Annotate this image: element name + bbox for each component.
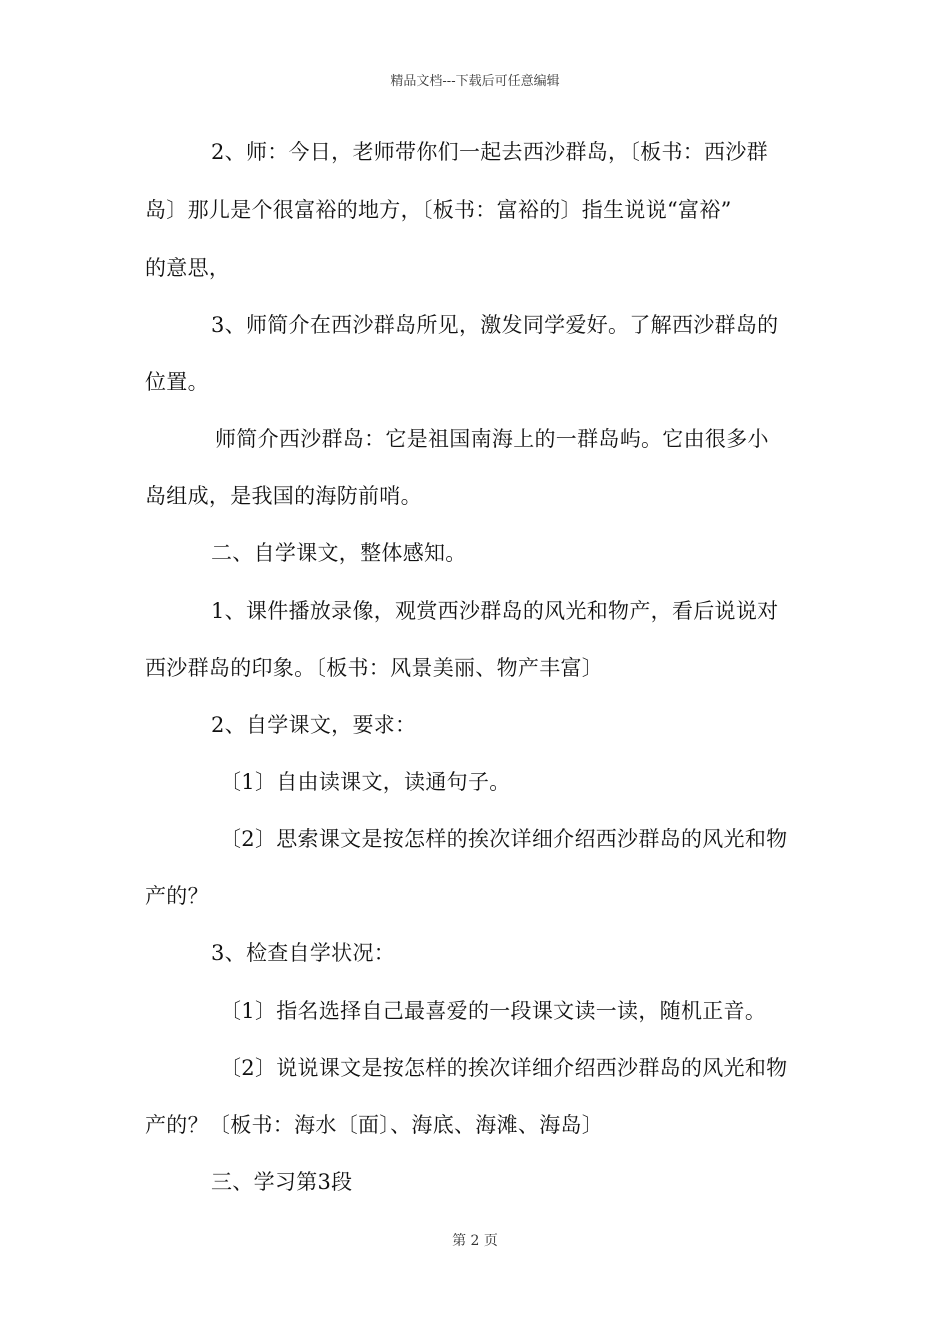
text-line: 〔1〕指名选择自己最喜爱的一段课文读一读，随机正音。 (220, 999, 767, 1023)
text-line: 〔1〕自由读课文，读通句子。 (220, 770, 511, 794)
text-line: 师简介西沙群岛：它是祖国南海上的一群岛屿。它由很多小 (215, 427, 769, 451)
page-header: 精品文档---下载后可任意编辑 (390, 74, 560, 89)
text-line: 2、师：今日，老师带你们一起去西沙群岛，〔板书：西沙群 (211, 140, 768, 164)
text-line: 产的？〔板书：海水〔面〕、海底、海滩、海岛〕 (145, 1113, 604, 1137)
text-line: 〔2〕思索课文是按怎样的挨次详细介绍西沙群岛的风光和物 (220, 827, 788, 851)
text-line: 岛组成，是我国的海防前哨。 (145, 484, 422, 508)
text-line: 2、自学课文，要求： (211, 713, 417, 737)
text-line: 3、检查自学状况： (211, 941, 396, 965)
text-line: 〔2〕说说课文是按怎样的挨次详细介绍西沙群岛的风光和物 (220, 1056, 788, 1080)
text-line: 的意思， (145, 256, 231, 280)
text-line: 3、师简介在西沙群岛所见，激发同学爱好。了解西沙群岛的 (211, 313, 779, 337)
text-line: 二、自学课文，整体感知。 (211, 541, 467, 565)
text-line: 1、课件播放录像，观赏西沙群岛的风光和物产，看后说说对 (211, 599, 779, 623)
text-line: 岛〕那儿是个很富裕的地方，〔板书：富裕的〕指生说说“富裕” (145, 198, 732, 222)
text-line: 位置。 (145, 370, 209, 394)
page-number: 第 2 页 (452, 1233, 498, 1249)
text-line: 三、学习第3段 (211, 1170, 353, 1194)
text-line: 西沙群岛的印象。〔板书：风景美丽、物产丰富〕 (145, 656, 604, 680)
text-line: 产的？ (145, 884, 209, 908)
